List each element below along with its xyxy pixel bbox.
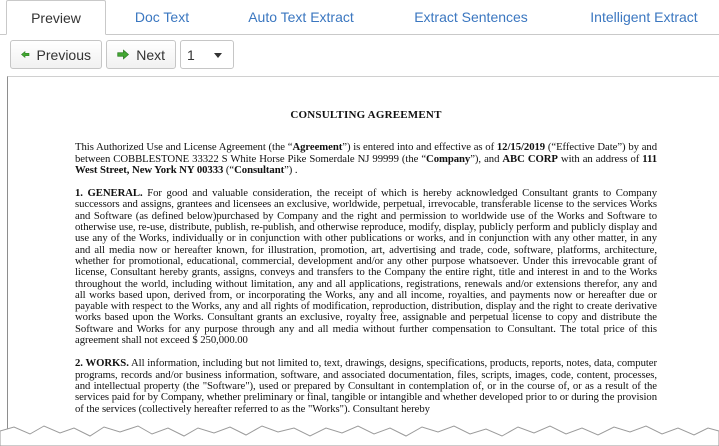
intro-bold: Agreement [292, 141, 343, 154]
tab-intelligent-extract[interactable]: Intelligent Extract [590, 9, 698, 25]
tab-extract-sentences[interactable]: Extract Sentences [414, 9, 528, 25]
tab-auto-text-extract[interactable]: Auto Text Extract [248, 9, 354, 25]
intro-bold: ABC CORP [502, 152, 558, 165]
intro-bold: Consultant [234, 163, 285, 176]
intro-text: ”) is entered into and effective as of [342, 141, 497, 154]
works-text: All information, including but not limited to, text, drawings, designs, specifications, products, reports, notes, data, computer programs, records and/or business information, software, and associated documentation, files, scripts, images, code, content, processes, and intellectual property (the "Software"), used or prepared by Consultant in contemplation of, or in the course of, or as a result of the services paid for by Company, whether preliminary or final, tangible or intangible and whether developed prior to or during the provision of the services (collectively hereafter referred to as the "Works"). Consultant hereby [75, 357, 657, 415]
intro-text: This Authorized Use and License Agreement (the “ [75, 141, 293, 154]
works-heading: 2. WORKS. [75, 357, 129, 370]
intro-bold: Company [426, 152, 471, 165]
intro-text: ”) . [284, 163, 298, 176]
page-select-value: 1 [187, 46, 195, 63]
intro-text: (“ [223, 163, 235, 176]
tab-doc-text[interactable]: Doc Text [134, 9, 190, 25]
general-heading: 1. GENERAL. [75, 187, 143, 200]
intro-text: ”), and [470, 152, 503, 165]
next-label: Next [136, 46, 165, 63]
intro-text: (“Effective Date”) by and between COBBLESTONE 33322 S White Horse Pike Somerdale NJ 99999 (the “ [75, 141, 657, 165]
tab-preview[interactable]: Preview [6, 0, 106, 35]
previous-label: Previous [36, 46, 91, 63]
intro-bold: 12/15/2019 [496, 141, 546, 154]
intro-bold: 111 West Street, New York NY 00333 [75, 152, 657, 176]
general-text: For good and valuable consideration, the receipt of which is hereby acknowledged Consultant grants to Company successors and assigns, grantees and licensees an exclusive, worldwide, perpetual, irrevocable, transferable license to the services Works and Software (as defined below)purchased by Company and the right and permission to worldwide use of the Works and Software to otherwise use, re-use, distribute, publish, re-publish, and otherwise reproduce, modify, display, publicly perform and publicly display and use any of the Works, individually or in conjunction with other publications or works, and in conjunction with any other matter, in any and all media now or hereafter known, for illustration, promotion, art, advertising and trade, code, software, platforms, architecture, whether for promotional, educational, commercial, development and/or any other purpose whatsoever. Under this irrevocable grant of license, Consultant hereby grants, assigns, conveys and transfers to the Company the entire right, title and interest in and to the Works throughout the world, including without limitation, any and all applications, registrations, renewals and/or extensions therefor, any and all works based upon, derived from, or incorporating the Works, any and all income, royalties, and payments now or hereafter due or payable with respect to the Works, any and all rights of modification, reproduction, distribution, display and the right to create derivative works based upon the Works. Consultant grants an exclusive, royalty free, assignable and perpetual license to copy and distribute the Software and Works for any purpose through any and all media without further compensation to Consultant. The total price of this agreement shall not exceed $ 250,000.00 [75, 187, 657, 347]
intro-text: with an address of [557, 152, 643, 165]
document-title: CONSULTING AGREEMENT [290, 109, 442, 121]
